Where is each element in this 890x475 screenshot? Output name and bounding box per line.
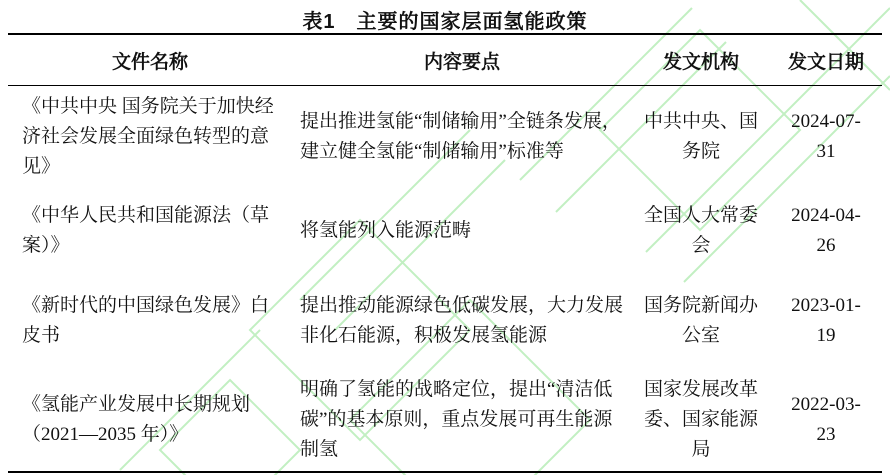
issue-date-value: 2023-01-19: [791, 295, 861, 346]
cell-content-summary: 提出推进氢能“制储输用”全链条发展，建立健全氢能“制储输用”标准等: [300, 111, 621, 162]
cell-content-summary: 提出推动能源绿色低碳发展，大力发展非化石能源，积极发展氢能源: [300, 295, 624, 346]
cell-document-name: 《中共中央 国务院关于加快经济社会发展全面绿色转型的意见》: [22, 96, 274, 177]
table-caption: 表1 主要的国家层面氢能政策: [302, 11, 588, 33]
cell-issuing-agency: 中共中央、国务院: [643, 111, 758, 162]
cell-document-name: 《中华人民共和国能源法（草案）》: [22, 205, 270, 256]
cell-issue-date: [770, 188, 882, 274]
cell-issuing-agency: 国家发展改革委、国家能源局: [643, 378, 758, 460]
issue-date-value: 2024-07-31: [791, 111, 861, 162]
issue-date-value: 2022-03-23: [791, 393, 861, 445]
cell-document-name: 《氢能产业发展中长期规划（2021—2035 年）》: [22, 393, 251, 445]
col-header-issue-date: 发文日期: [770, 34, 882, 86]
table-row: [8, 274, 882, 368]
policy-table: [8, 33, 882, 473]
cell-issuing-agency: 国务院新闻办公室: [643, 295, 758, 346]
cell-issuing-agency: 全国人大常委会: [643, 205, 758, 256]
header-row: [8, 34, 882, 86]
cell-issue-date: [770, 274, 882, 368]
col-header-issuing-agency: 发文机构: [632, 34, 770, 86]
table-row: [8, 86, 882, 189]
table-row: [8, 368, 882, 472]
cell-content-summary: 将氢能列入能源范畴: [300, 220, 472, 241]
cell-content-summary: 明确了氢能的战略定位，提出“清洁低碳”的基本原则，重点发展可再生能源制氢: [300, 378, 613, 460]
col-header-document-name: 文件名称: [8, 34, 292, 86]
cell-issue-date: [770, 86, 882, 189]
issue-date-value: 2024-04-26: [791, 205, 861, 256]
cell-document-name: 《新时代的中国绿色发展》白皮书: [22, 295, 270, 346]
cell-issue-date: [770, 368, 882, 472]
table-row: [8, 188, 882, 274]
col-header-content-summary: 内容要点: [292, 34, 632, 86]
